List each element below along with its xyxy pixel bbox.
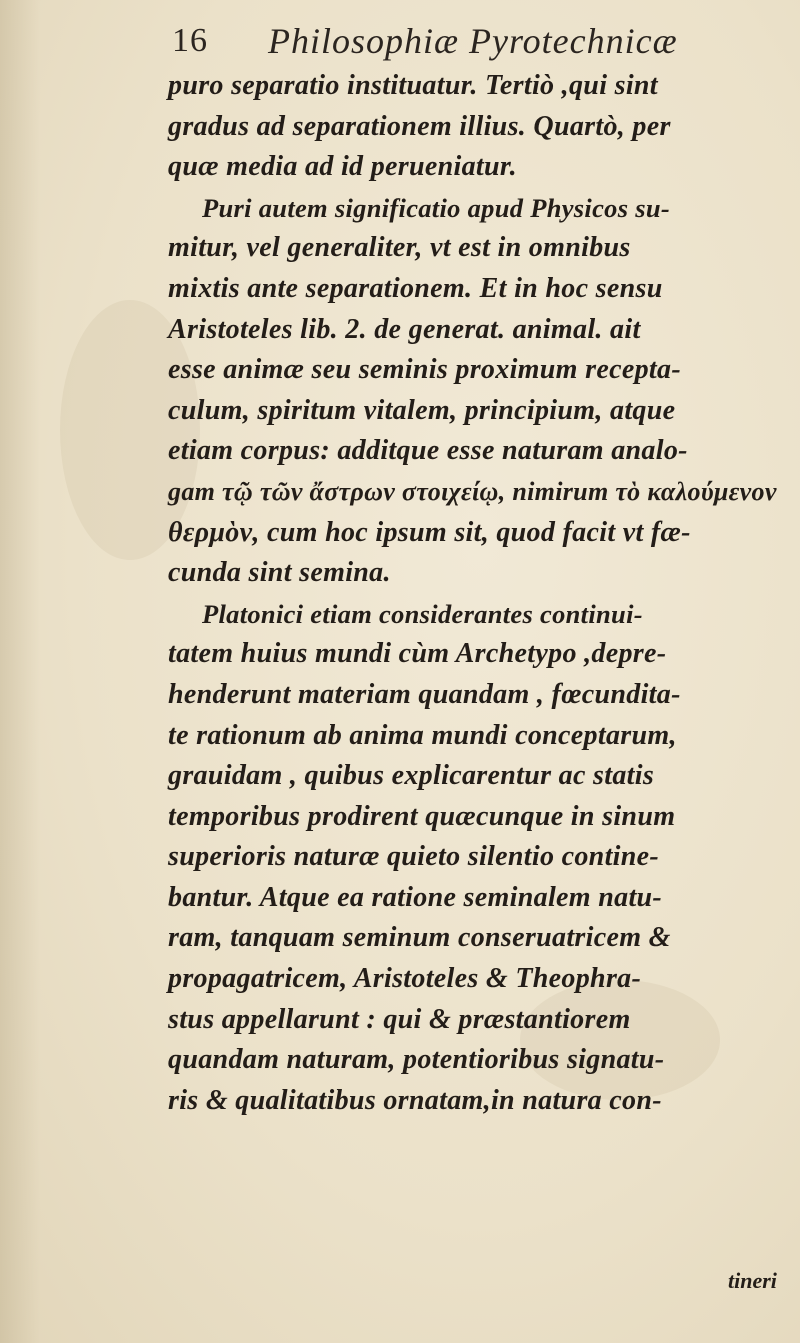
- text-line: mitur, vel generaliter, vt est in omnibus: [168, 232, 631, 264]
- text-line: propagatricem, Aristoteles & Theophra-: [168, 963, 642, 995]
- text-line: esse animæ seu seminis proximum recepta-: [168, 354, 681, 386]
- text-line: culum, spiritum vitalem, principium, atque: [168, 394, 676, 426]
- text-line: ram, tanquam seminum conseruatricem &: [168, 922, 671, 954]
- page-header: [168, 14, 728, 66]
- body-text: [168, 66, 796, 1121]
- text-line: quandam naturam, potentioribus signatu-: [168, 1044, 665, 1076]
- text-line: puro separatio instituatur. Tertiò ,qui sint: [168, 70, 658, 101]
- greek-text-line: gam τῷ τῶν ἄστρων στοιχείῳ, nimirum τὸ καλούμενον: [168, 476, 777, 506]
- text-line: Aristoteles lib. 2. de generat. animal. ait: [168, 313, 641, 345]
- text-line: θερμὸν, cum hoc ipsum sit, quod facit vt fæ-: [168, 516, 691, 548]
- text-line: temporibus prodirent quæcunque in sinum: [168, 800, 676, 832]
- text-line: quæ media ad id perueniatur.: [168, 151, 517, 183]
- text-line: gradus ad separationem illius. Quartò, per: [168, 110, 671, 142]
- text-line: superioris naturæ quieto silentio contine-: [168, 841, 660, 873]
- text-line: cunda sint semina.: [168, 557, 391, 589]
- text-line: tatem huius mundi cùm Archetypo ,depre-: [168, 638, 667, 670]
- text-line: mixtis ante separationem. Et in hoc sensu: [168, 272, 663, 304]
- text-line: bantur. Atque ea ratione seminalem natu-: [168, 881, 663, 913]
- text-line: ris & qualitatibus ornatam,in natura con-: [168, 1084, 662, 1116]
- paragraph-start-line: Puri autem significatio apud Physicos su-: [202, 192, 671, 223]
- text-line: henderunt materiam quandam , fœcundita-: [168, 678, 681, 710]
- text-line: grauidam , quibus explicarentur ac statis: [168, 760, 655, 792]
- text-line: te rationum ab anima mundi conceptarum,: [168, 719, 677, 751]
- text-line: stus appellarunt : qui & præstantiorem: [168, 1003, 631, 1035]
- text-line: etiam corpus: additque esse naturam analo-: [168, 435, 688, 467]
- paragraph-start-line: Platonici etiam considerantes continui-: [202, 598, 643, 629]
- page-number: 16: [172, 22, 208, 59]
- catchword: tineri: [728, 1268, 777, 1293]
- running-title: Philosophiæ Pyrotechnicæ: [268, 21, 678, 61]
